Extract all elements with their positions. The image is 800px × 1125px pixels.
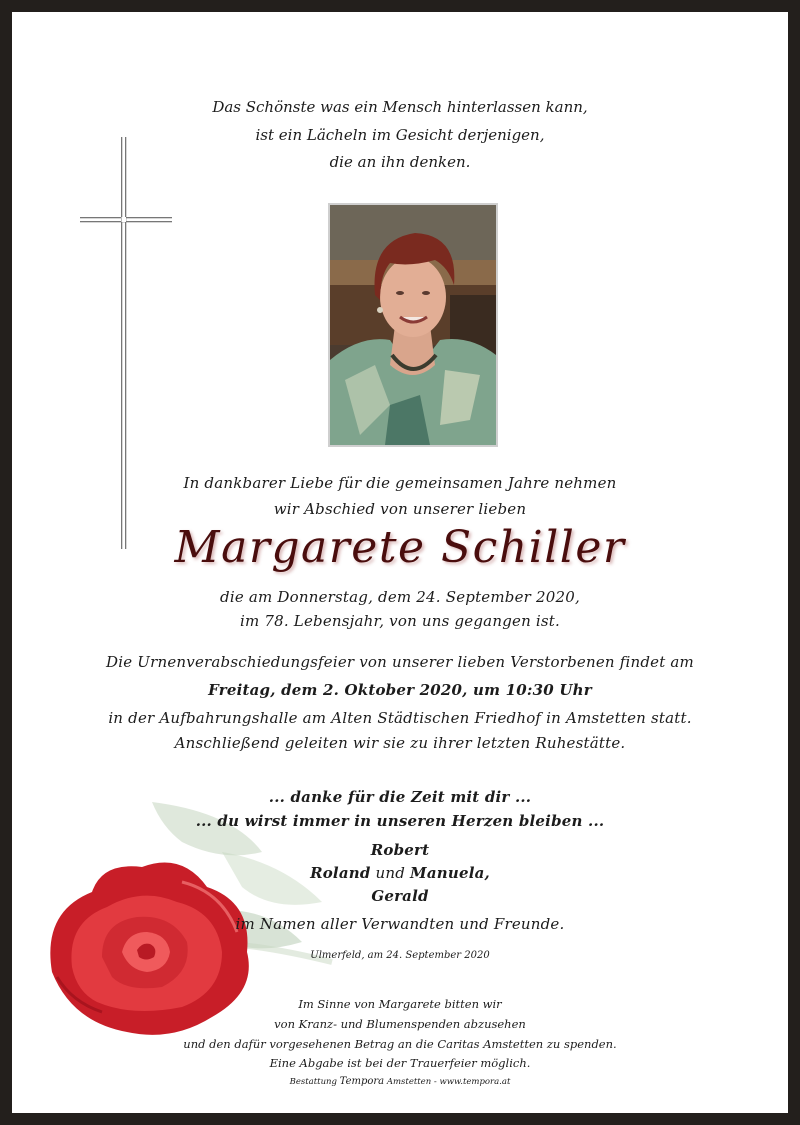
- mourner-name-2: Roland: [310, 864, 371, 882]
- portrait-photo: [328, 203, 498, 447]
- ceremony-line-4: Anschließend geleiten wir sie zu ihrer letzten Ruhestätte.: [174, 734, 626, 752]
- quote-line-2: ist ein Lächeln im Gesicht derjenigen,: [255, 126, 545, 144]
- donation-line-1: Im Sinne von Margarete bitten wir: [298, 997, 502, 1011]
- mourner-name-4: Gerald: [371, 887, 429, 905]
- place-date: Ulmerfeld, am 24. September 2020: [310, 950, 490, 961]
- mourner-name-3: Manuela,: [410, 864, 490, 882]
- quote-line-1: Das Schönste was ein Mensch hinterlassen kann,: [212, 98, 588, 116]
- donation-line-3: und den dafür vorgesehenen Betrag an die Caritas Amstetten zu spenden.: [183, 1037, 617, 1051]
- funeral-home-footer: [12, 1076, 788, 1087]
- thanks-line-2: ... du wirst immer in unseren Herzen bleiben ...: [195, 812, 605, 830]
- relatives-line: im Namen aller Verwandten und Freunde.: [235, 915, 565, 933]
- mourner-and: und: [375, 864, 406, 882]
- footer-suffix: Amstetten - www.tempora.at: [386, 1077, 511, 1087]
- ceremony-line-1: Die Urnenverabschiedungsfeier von unserer lieben Verstorbenen findet am: [106, 653, 694, 671]
- death-line-2: im 78. Lebensjahr, von uns gegangen ist.: [239, 612, 560, 630]
- intro-line-1: In dankbarer Liebe für die gemeinsamen Jahre nehmen: [183, 474, 617, 492]
- footer-brand: Tempora: [339, 1076, 385, 1087]
- thanks-line-1: ... danke für die Zeit mit dir ...: [268, 788, 532, 806]
- intro-line-2: wir Abschied von unserer lieben: [273, 500, 527, 518]
- obituary-page: [12, 12, 788, 1113]
- death-line-1: die am Donnerstag, dem 24. September 2020,: [220, 588, 580, 606]
- quote-line-3: die an ihn denken.: [329, 153, 471, 171]
- mourner-line-2: [12, 864, 788, 882]
- ceremony-date: Freitag, dem 2. Oktober 2020, um 10:30 Uhr: [208, 681, 592, 699]
- donation-line-2: von Kranz- und Blumenspenden abzusehen: [274, 1017, 526, 1031]
- ceremony-line-3: in der Aufbahrungshalle am Alten Städtischen Friedhof in Amstetten statt.: [108, 709, 692, 727]
- footer-prefix: Bestattung: [289, 1077, 337, 1087]
- donation-line-4: Eine Abgabe ist bei der Trauerfeier möglich.: [269, 1056, 531, 1070]
- deceased-name: Margarete Schiller: [174, 522, 626, 573]
- mourner-name-1: Robert: [370, 841, 430, 859]
